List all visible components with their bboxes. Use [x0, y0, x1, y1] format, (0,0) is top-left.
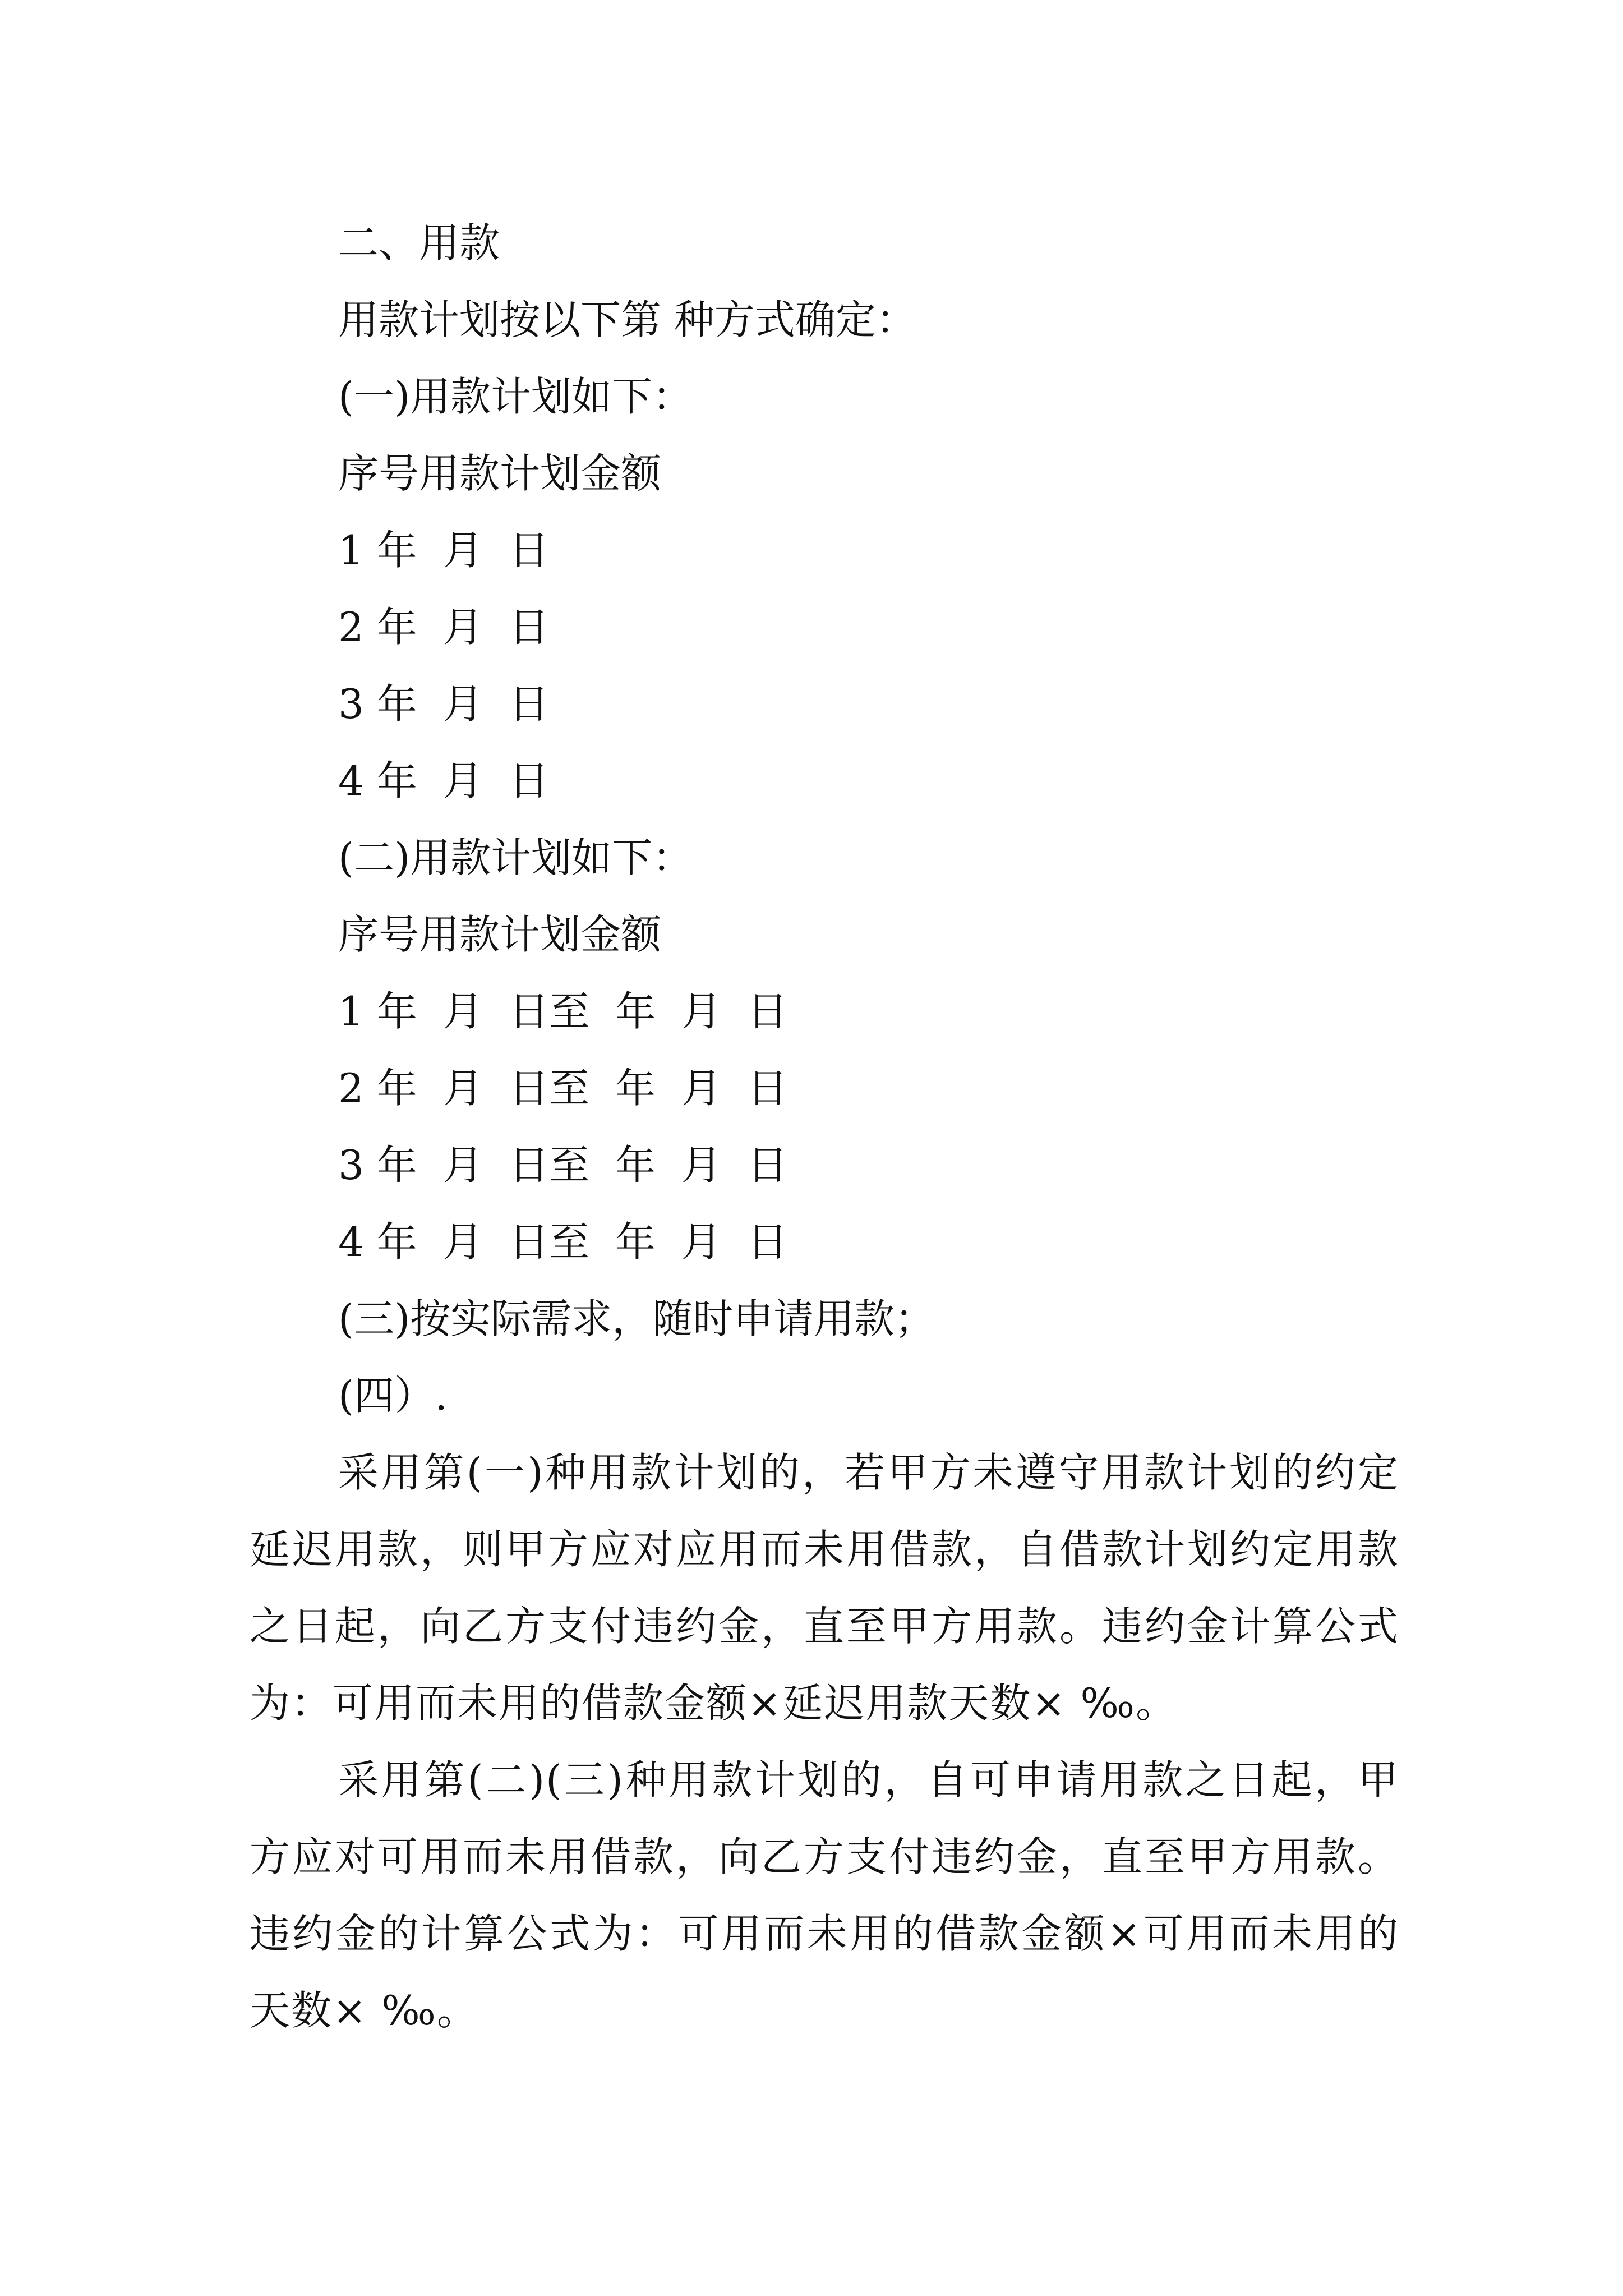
- plan-one-table-header: 序号用款计划金额: [338, 450, 662, 497]
- plan-one-row: 2 年 月 日: [338, 604, 550, 651]
- plan-one-heading: (一)用款计划如下：: [338, 373, 693, 420]
- plan-two-row: 1 年 月 日至 年 月 日: [338, 988, 788, 1035]
- plan-three: (三)按实际需求，随时申请用款；: [338, 1295, 935, 1342]
- plan-two-row: 3 年 月 日至 年 月 日: [338, 1142, 788, 1189]
- plan-one-row: 4 年 月 日: [338, 757, 550, 804]
- document-body: [250, 205, 1399, 2049]
- paragraph-two: 采用第(二)(三)种用款计划的，自可申请用款之日起，甲方应对可用而未用借款，向乙方支付违约金，直至甲方用款。违约金的计算公式为：可用而未用的借款金额×可用而未用的天数× ‰。: [250, 1756, 1399, 2034]
- plan-one-row: 3 年 月 日: [338, 680, 550, 728]
- plan-four: (四）.: [338, 1372, 448, 1419]
- plan-two-table-header: 序号用款计划金额: [338, 911, 662, 958]
- paragraph-one: 采用第(一)种用款计划的，若甲方未遵守用款计划的约定延迟用款，则甲方应对应用而未用借款，自借款计划约定用款之日起，向乙方支付违约金，直至甲方用款。违约金计算公式为：可用而未用的借款金额×延迟用款天数× ‰。: [250, 1449, 1399, 1727]
- plan-two-heading: (二)用款计划如下：: [338, 834, 693, 881]
- plan-two-row: 4 年 月 日至 年 月 日: [338, 1218, 788, 1266]
- plan-one-row: 1 年 月 日: [338, 527, 550, 574]
- plan-two-row: 2 年 月 日至 年 月 日: [338, 1065, 788, 1112]
- section-heading: 二、用款: [338, 219, 500, 266]
- plan-intro: 用款计划按以下第 种方式确定：: [338, 296, 916, 343]
